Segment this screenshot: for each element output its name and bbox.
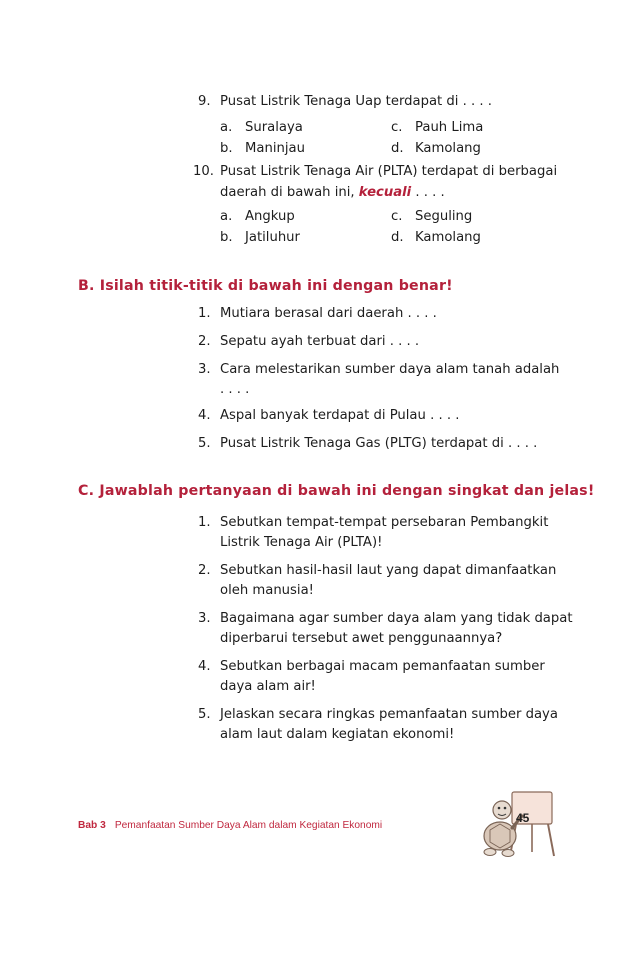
emphasis-word: kecuali — [358, 185, 412, 200]
item-number: 5. — [198, 436, 211, 451]
option-text: Seguling — [415, 209, 473, 224]
item-text: Mutiara berasal dari daerah . . . . — [220, 306, 437, 321]
option-letter: c. — [391, 120, 403, 135]
option-letter: b. — [220, 230, 233, 245]
option-text: Maninjau — [245, 141, 305, 156]
question-text: Pusat Listrik Tenaga Uap terdapat di . . . . — [220, 94, 492, 109]
item-text-line2: oleh manusia! — [220, 583, 314, 598]
option-letter: b. — [220, 141, 233, 156]
item-number: 1. — [198, 515, 211, 530]
item-number: 4. — [198, 659, 211, 674]
option-letter: c. — [391, 209, 403, 224]
question-text-prefix: daerah di bawah ini, — [220, 185, 355, 200]
item-number: 4. — [198, 408, 211, 423]
item-text-line2: Listrik Tenaga Air (PLTA)! — [220, 535, 383, 550]
option-letter: a. — [220, 120, 233, 135]
chapter-label: Bab 3 — [78, 820, 106, 831]
item-text-line2: . . . . — [220, 382, 250, 397]
question-number: 9. — [198, 94, 211, 109]
option-letter: a. — [220, 209, 233, 224]
option-letter: d. — [391, 230, 404, 245]
option-letter: d. — [391, 141, 404, 156]
option-text: Pauh Lima — [415, 120, 484, 135]
item-number: 2. — [198, 563, 211, 578]
item-text-line1: Cara melestarikan sumber daya alam tanah adalah — [220, 362, 560, 377]
item-number: 1. — [198, 306, 211, 321]
question-text-suffix: . . . . — [415, 185, 445, 200]
section-heading: B. Isilah titik-titik di bawah ini dengan benar! — [78, 278, 453, 294]
option-text: Kamolang — [415, 230, 481, 245]
item-text: Aspal banyak terdapat di Pulau . . . . — [220, 408, 460, 423]
chapter-title: Pemanfaatan Sumber Daya Alam dalam Kegiatan Ekonomi — [114, 820, 383, 831]
item-number: 5. — [198, 707, 211, 722]
option-text: Suralaya — [245, 120, 303, 135]
option-text: Kamolang — [415, 141, 481, 156]
question-number: 10. — [193, 164, 214, 179]
item-text: Sepatu ayah terbuat dari . . . . — [220, 334, 420, 349]
item-text-line2: daya alam air! — [220, 679, 316, 694]
item-text-line1: Bagaimana agar sumber daya alam yang tidak dapat — [220, 611, 573, 626]
question-text-line2 — [220, 183, 445, 203]
option-text: Angkup — [245, 209, 295, 224]
section-heading: C. Jawablah pertanyaan di bawah ini dengan singkat dan jelas! — [78, 483, 595, 499]
item-text-line1: Sebutkan berbagai macam pemanfaatan sumber — [220, 659, 545, 674]
item-text-line1: Sebutkan hasil-hasil laut yang dapat dimanfaatkan — [220, 563, 557, 578]
option-text: Jatiluhur — [245, 230, 300, 245]
item-number: 2. — [198, 334, 211, 349]
item-number: 3. — [198, 611, 211, 626]
item-number: 3. — [198, 362, 211, 377]
item-text-line1: Jelaskan secara ringkas pemanfaatan sumber daya — [220, 707, 558, 722]
item-text-line2: diperbarui tersebut awet penggunaannya? — [220, 631, 503, 646]
question-text-line1: Pusat Listrik Tenaga Air (PLTA) terdapat di berbagai — [220, 164, 558, 179]
chapter-caption — [78, 813, 382, 832]
page-number: 45 — [516, 811, 530, 825]
item-text-line1: Sebutkan tempat-tempat persebaran Pembangkit — [220, 515, 549, 530]
item-text: Pusat Listrik Tenaga Gas (PLTG) terdapat di . . . . — [220, 436, 538, 451]
item-text-line2: alam laut dalam kegiatan ekonomi! — [220, 727, 455, 742]
